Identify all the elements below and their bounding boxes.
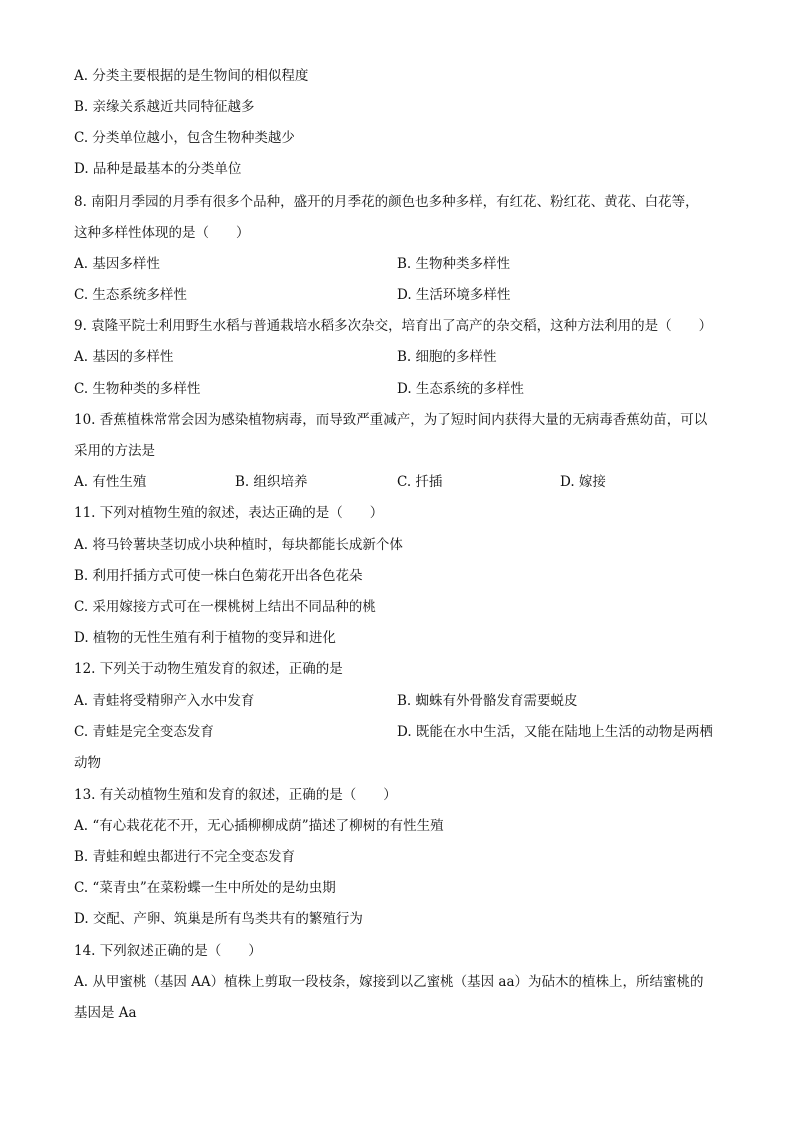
q9-option-c: C. 生物种类的多样性 (74, 381, 201, 397)
q8-option-a: A. 基因多样性 (74, 256, 160, 272)
q12-option-b: B. 蜘蛛有外骨骼发育需要蜕皮 (397, 693, 578, 709)
q8-stem: 8. 南阳月季园的月季有很多个品种，盛开的月季花的颜色也多种多样，有红花、粉红花、黄花、白花等， (74, 194, 699, 210)
q12-option-c: C. 青蛙是完全变态发育 (74, 724, 214, 740)
q7-option-d: D. 品种是最基本的分类单位 (74, 161, 242, 177)
q11-option-d: D. 植物的无性生殖有利于植物的变异和进化 (74, 630, 336, 646)
q9-stem: 9. 袁隆平院士利用野生水稻与普通栽培水稻多次杂交，培育出了高产的杂交稻，这种方法利用的是（ ） (74, 318, 713, 334)
q10-option-a: A. 有性生殖 (74, 474, 147, 490)
q7-option-b: B. 亲缘关系越近共同特征越多 (74, 99, 255, 115)
q8-option-c: C. 生态系统多样性 (74, 287, 187, 303)
q10-option-c: C. 扦插 (397, 474, 443, 490)
q14-option-a-cont: 基因是 Aa (74, 1005, 137, 1021)
q12-stem: 12. 下列关于动物生殖发育的叙述，正确的是 (74, 661, 343, 677)
q12-option-d-cont: 动物 (74, 755, 101, 771)
q10-stem-cont: 采用的方法是 (74, 443, 155, 459)
q7-option-c: C. 分类单位越小，包含生物种类越少 (74, 130, 295, 146)
q8-option-d: D. 生活环境多样性 (397, 287, 511, 303)
q11-option-b: B. 利用扦插方式可使一株白色菊花开出各色花朵 (74, 568, 363, 584)
q11-option-a: A. 将马铃薯块茎切成小块种植时，每块都能长成新个体 (74, 537, 403, 553)
q10-option-b: B. 组织培养 (235, 474, 308, 490)
q9-option-a: A. 基因的多样性 (74, 349, 174, 365)
q14-option-a: A. 从甲蜜桃（基因 AA）植株上剪取一段枝条，嫁接到以乙蜜桃（基因 aa）为砧木的植株上，所结蜜桃的 (74, 974, 704, 990)
q13-option-c: C. “菜青虫”在菜粉蝶一生中所处的是幼虫期 (74, 880, 336, 896)
q11-stem: 11. 下列对植物生殖的叙述，表达正确的是（ ） (74, 505, 384, 521)
q11-option-c: C. 采用嫁接方式可在一棵桃树上结出不同品种的桃 (74, 599, 376, 615)
q13-option-a: A. “有心栽花花不开，无心插柳柳成荫”描述了柳树的有性生殖 (74, 818, 444, 834)
q12-option-a: A. 青蛙将受精卵产入水中发育 (74, 693, 255, 709)
q13-stem: 13. 有关动植物生殖和发育的叙述，正确的是（ ） (74, 787, 397, 803)
q9-option-b: B. 细胞的多样性 (397, 349, 497, 365)
q8-stem-cont: 这种多样性体现的是（ ） (74, 225, 250, 241)
q8-option-b: B. 生物种类多样性 (397, 256, 511, 272)
q10-option-d: D. 嫁接 (560, 474, 606, 490)
q12-option-d: D. 既能在水中生活，又能在陆地上生活的动物是两栖 (397, 724, 713, 740)
q10-stem: 10. 香蕉植株常常会因为感染植物病毒，而导致严重减产，为了短时间内获得大量的无病毒香蕉幼苗，可以 (74, 412, 708, 428)
q9-option-d: D. 生态系统的多样性 (397, 381, 524, 397)
q13-option-b: B. 青蛙和蝗虫都进行不完全变态发育 (74, 849, 296, 865)
q14-stem: 14. 下列叙述正确的是（ ） (74, 943, 262, 959)
q13-option-d: D. 交配、产卵、筑巢是所有鸟类共有的繁殖行为 (74, 911, 363, 927)
q7-option-a: A. 分类主要根据的是生物间的相似程度 (74, 68, 309, 84)
